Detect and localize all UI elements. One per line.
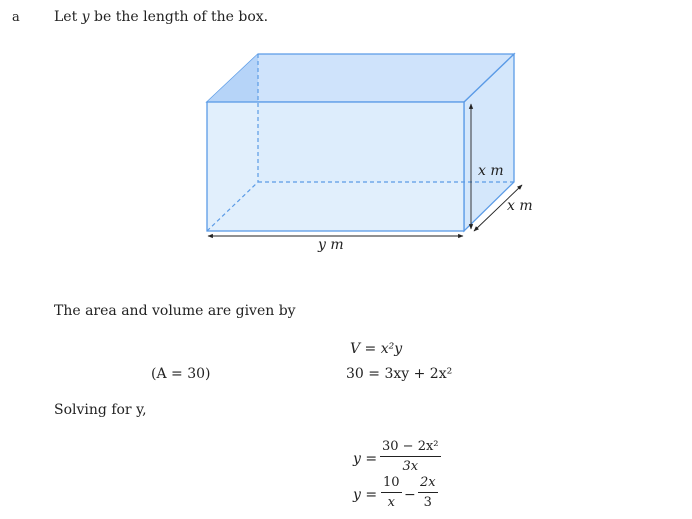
- solution1-lhs: y =: [353, 451, 378, 467]
- solution2-frac2-den: 3: [423, 495, 432, 510]
- solving-text: Solving for y,: [54, 402, 147, 418]
- solution1-denominator: 3x: [402, 459, 419, 474]
- solution2-frac1-num: 10: [381, 475, 402, 493]
- height-label: x m: [478, 163, 504, 179]
- solution2-fraction2: [418, 475, 438, 510]
- solution2-frac1-den: x: [387, 495, 395, 510]
- solution2-frac2-num: 2x: [418, 475, 438, 493]
- box-front-face: [207, 102, 464, 231]
- volume-equation: V = x²y: [350, 341, 403, 357]
- solution1-numerator: 30 − 2x²: [380, 439, 441, 457]
- part-label: a: [12, 10, 20, 25]
- area-condition: (A = 30): [151, 366, 211, 382]
- depth-label: x m: [507, 198, 533, 214]
- solution2-fraction1: [381, 475, 402, 510]
- length-label: y m: [318, 237, 344, 253]
- solution2-minus: −: [404, 487, 416, 503]
- intro-post: be the length of the box.: [89, 9, 269, 25]
- solution2-lhs: y =: [353, 487, 378, 503]
- intro-var: y: [81, 9, 90, 25]
- area-equation: 30 = 3xy + 2x²: [346, 366, 453, 382]
- area-volume-intro: The area and volume are given by: [54, 303, 296, 319]
- intro-pre: Let: [54, 9, 82, 25]
- solution1-fraction: [380, 439, 441, 474]
